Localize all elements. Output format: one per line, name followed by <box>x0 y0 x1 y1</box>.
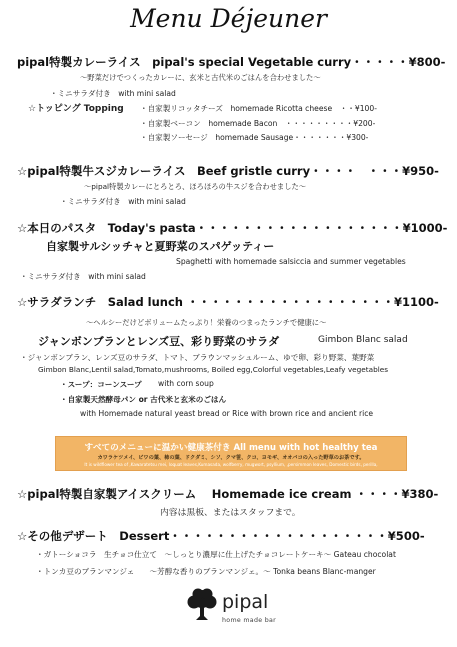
pasta-dish-jp: 自家製サルシッチャと夏野菜のスパゲッティー <box>46 240 275 253</box>
topping-label: ☆トッピング Topping <box>28 104 124 114</box>
beef-heading: ☆pipal特製牛スジカレーライス Beef gristle curry・・・・ ・・・¥950- <box>17 164 439 178</box>
salad-soup-en: with corn soup <box>158 379 214 388</box>
curry-heading: pipal特製カレーライス pipal's special Vegetable curry・・・・・¥800- <box>17 55 446 69</box>
salad-bread: ・自家製天然酵母パン or 古代米と玄米のごはん <box>60 395 227 404</box>
icecream-heading: ☆pipal特製自家製アイスクリーム Homemade ice cream ・・・・¥380- <box>17 487 439 501</box>
dessert-item <box>36 566 376 577</box>
salad-bread-en: with Homemade natural yeast bread or Rice with brown rice and ancient rice <box>80 409 374 418</box>
curry-desc: ～野菜だけでつくったカレーに、玄米と古代米のごはんを合わせました～ <box>80 73 321 82</box>
salad-soup: ・スープ：コーンスープ <box>60 380 142 389</box>
pasta-salad: ・ミニサラダ付き with mini salad <box>20 272 146 281</box>
dessert-item <box>36 549 396 560</box>
dessert-heading: ☆その他デザート Dessert・・・・・・・・・・・・・・・・・・・¥500- <box>17 529 425 543</box>
tea-banner <box>55 436 407 471</box>
logo-sub: home made bar <box>222 617 277 624</box>
page-title: Menu Déjeuner <box>130 4 327 33</box>
tea-main: すべてのメニューに温かい健康茶付き All menu with hot healthy tea <box>84 443 378 453</box>
tea-ingredients-jp: カワラケツメイ、ビワの葉、柿の葉、ドクダミ、シソ、クマ笹、クコ、ヨモギ、オオバコの入った野草のお茶です。 <box>97 455 365 461</box>
beef-desc: ～pipal特製カレーにとろとろ、ほろほろの牛スジを合わせました～ <box>84 182 307 191</box>
logo <box>186 588 218 626</box>
tea-ingredients-en: It is wildflower tea of ,Kawaratetsu mei, loquat leaves,Kumasada, wolfberry, mugwort, psyllium, ,persimmon leaves, Domestic birds, perilla, <box>84 462 378 467</box>
salad-ingredients-en: Gimbon Blanc,Lentil salad,Tomato,mushrooms, Boiled egg,Colorful vegetables,Leafy vegetables <box>38 365 389 374</box>
topping-sausage: ・自家製ソーセージ homemade Sausage・・・・・・・¥300- <box>140 133 369 142</box>
salad-ingredients-jp: ・ジャンボンブラン、レンズ豆のサラダ、トマト、ブラウンマッシュルーム、ゆで卵、彩り野菜、葉野菜 <box>20 353 375 362</box>
dessert-item-en: Gateau chocolat <box>333 550 396 559</box>
topping-bacon: ・自家製ベーコン homemade Bacon ・・・・・・・・・¥200- <box>140 119 376 128</box>
salad-lunch-desc: ～ヘルシーだけどボリュームたっぷり！栄養のつまったランチで健康に～ <box>86 318 327 327</box>
dessert-item-en: Tonka beans Blanc-manger <box>273 567 376 576</box>
pasta-heading: ☆本日のパスタ Today's pasta・・・・・・・・・・・・・・・・・・¥1000- <box>17 221 448 235</box>
topping-ricotta: ・自家製リコッタチーズ homemade Ricotta cheese ・・¥100- <box>140 104 377 113</box>
pasta-dish-en: Spaghetti with homemade salsiccia and summer vegetables <box>176 257 406 266</box>
logo-name: pipal <box>222 591 269 613</box>
curry-salad: ・ミニサラダ付き with mini salad <box>50 89 176 98</box>
salad-lunch-heading: ☆サラダランチ Salad lunch ・・・・・・・・・・・・・・・・・・¥1100- <box>17 295 439 309</box>
salad-dish-en: Gimbon Blanc salad <box>318 335 408 345</box>
beef-salad: ・ミニサラダ付き with mini salad <box>60 197 186 206</box>
tree-icon <box>186 588 218 622</box>
dessert-item-jp: ・トンカ豆のブランマンジェ ～芳醇な香りのブランマンジェ。～ <box>36 567 271 576</box>
salad-dish-jp: ジャンボンブランとレンズ豆、彩り野菜のサラダ <box>38 335 280 348</box>
icecream-note: 内容は黒板、またはスタッフまで。 <box>160 508 301 518</box>
dessert-item-jp: ・ガトーショコラ 生チョコ仕立て ～しっとり濃厚に仕上げたチョコレートケーキ～ <box>36 550 332 559</box>
